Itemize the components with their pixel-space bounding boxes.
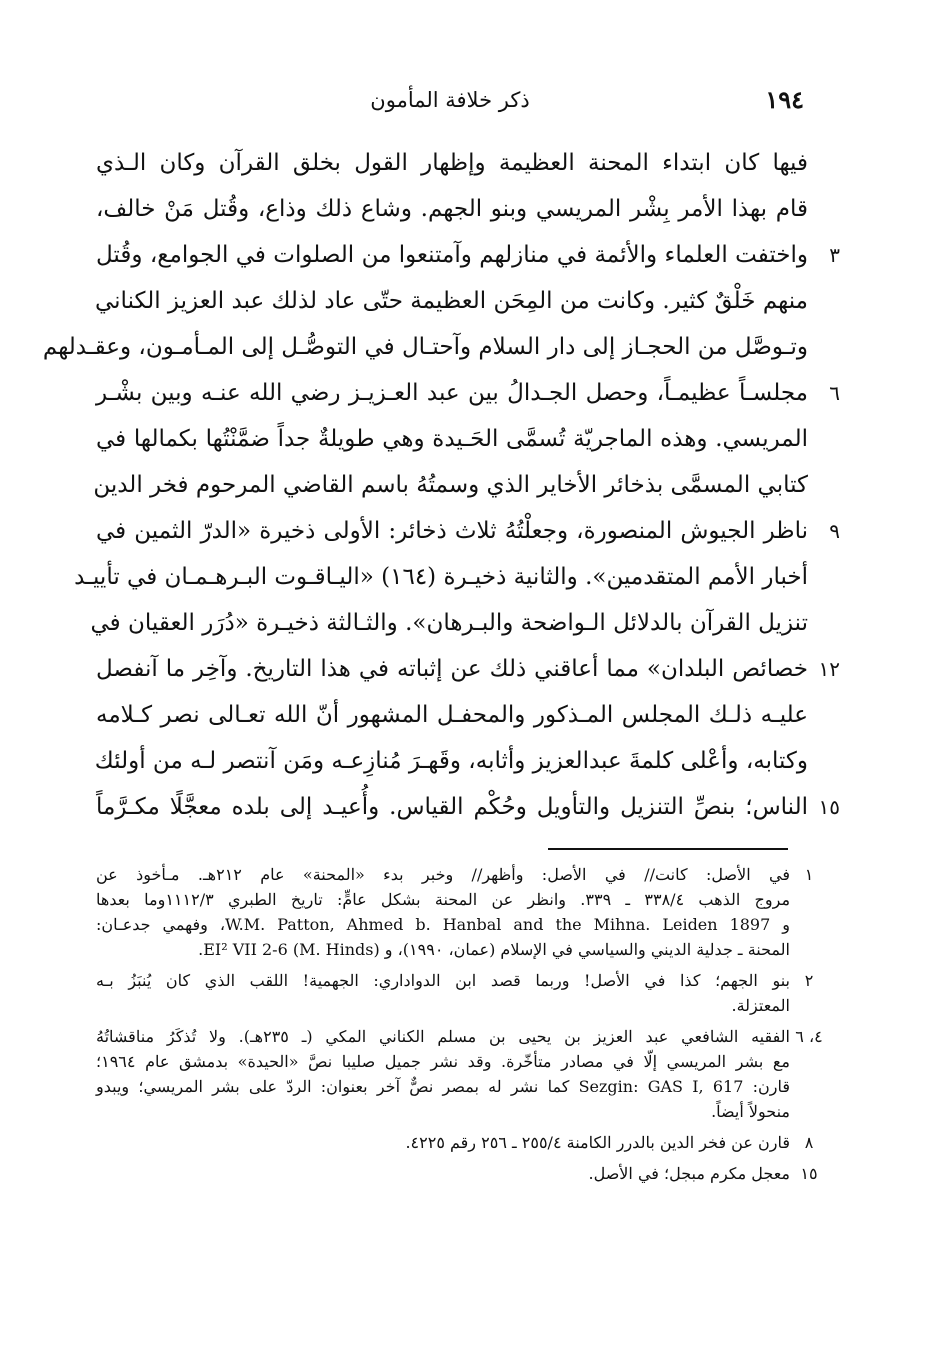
footnote-number: ٢ <box>804 971 814 990</box>
main-text-block <box>42 140 840 830</box>
text-line-content: كتابي المسمَّى بذخائر الأخاير الذي وسمتُهُ باسم القاضي المرحوم فخر الدين <box>93 472 808 498</box>
text-line-content: ناظر الجيوش المنصورة، وجعلْتُهُ ثلاث ذخائر: الأولى ذخيرة «الدرّ الثمين في <box>96 518 808 544</box>
footnote-line: قارن عن فخر الدين بالدرر الكامنة ٢٥٥/٤ ـ ٢٥٦ رقم ٤٢٢٥. <box>405 1133 790 1152</box>
footnote <box>96 1161 818 1186</box>
footnote-line: منحولاً أيضاً. <box>711 1102 790 1121</box>
footnote-line: معجل مكرم مبجل؛ في الأصل. <box>588 1164 790 1183</box>
text-line-content: أخبار الأمم المتقدمين». والثانية ذخيـرة (١٦٤) «اليـاقـوت البـرهـمـان في تأييـد <box>74 564 808 590</box>
footnote-separator-rule <box>548 848 788 850</box>
footnote-number: ٨ <box>804 1133 814 1152</box>
footnote-line: مروج الذهب ٣٣٨/٤ ـ ٣٣٩. وانظر عن المحنة بشكل عامٍّ: تاريخ الطبري ١١١٢/٣وما بعدها <box>96 890 791 909</box>
text-line-content: تنزيل القرآن بالدلائل الـواضحة والبـرهان». والثـالثة ذخيـرة «دُرَر العقيان في <box>90 610 808 636</box>
footnote-line: المعتزلة. <box>731 996 790 1015</box>
text-line-content: منهم خَلْقٌ كثير. وكانت من المِحَن العظيمة حتّى عاد لذلك عبد العزيز الكناني <box>94 288 808 314</box>
footnote <box>96 862 814 962</box>
footnote-number: ٤، ٦ <box>795 1027 823 1046</box>
line-number: ٣ <box>829 243 840 267</box>
text-line-content: خصائص البلدان» مما أعاقني ذلك عن إثباته في هذا التاريخ. وآخِر ما آنفصل <box>96 656 808 682</box>
footnote-line: الفقيه الشافعي عبد العزيز بن يحيى بن مسلم الكناني المكي (ـ ٢٣٥هـ). ولا تُذكَرُ مناقشاتُهُ <box>96 1027 790 1046</box>
text-line <box>90 600 808 646</box>
text-line-content: مجلسـاً عظيمـاً، وحصل الجـدالُ بين عبد العـزيـز رضي الله عنـه وبين بشْـر <box>96 380 808 406</box>
text-line <box>96 232 840 278</box>
footnote <box>96 1130 814 1155</box>
text-line-content: واختفت العلماء والأئمة في منازلهم وآمتنعوا من الصلوات في الجوامع، وقُتل <box>96 242 808 268</box>
text-line <box>96 416 808 462</box>
text-line <box>96 784 840 830</box>
text-line <box>93 462 808 508</box>
text-line <box>96 278 808 324</box>
footnote-line: المحنة ـ جدلية الديني والسياسي في الإسلام (عمان، ١٩٩٠)، و EI² VII 2-6 (M. Hinds). <box>198 940 790 959</box>
running-title: ذكر خلافة المأمون <box>370 88 530 112</box>
footnote-line: في الأصل: كانت// في الأصل: وأظهر// وخبر بدء «المحنة» عام ٢١٢هـ. مـأخوذ عن <box>96 865 791 884</box>
text-line <box>96 646 840 692</box>
text-line <box>96 140 808 186</box>
footnote-line: بنو الجهم؛ كذا في الأصل! وربما قصد ابن الدواداري: الجهمية! اللقب الذي كان يُنبَزُ بـه <box>96 971 790 990</box>
footnote <box>96 1024 823 1124</box>
text-line <box>96 370 840 416</box>
footnote-line: و W.M. Patton, Ahmed b. Hanbal and the Mihna. Leiden 1897، وفهمي جدعـان: <box>96 915 790 934</box>
text-line <box>42 324 808 370</box>
text-line <box>96 186 808 232</box>
footnote-number: ١٥ <box>800 1164 818 1183</box>
footnote-line: مع بشر المريسي إلّا في مصادر متأخّرة. وقد نشر جميل صليبا نصَّ «الحيدة» بدمشق عام ١٩٦٤؛ <box>96 1052 790 1071</box>
line-number: ٩ <box>829 519 840 543</box>
running-header <box>96 82 804 118</box>
text-line <box>96 692 808 738</box>
line-number: ١٢ <box>818 657 840 681</box>
text-line-content: وتـوصَّل من الحجـاز إلى دار السلام وآحتـال في التوصُّـل إلى المـأمـون، وعقـدلهم <box>42 334 808 360</box>
text-line <box>96 738 808 784</box>
footnote <box>96 968 814 1018</box>
text-line-content: عليـه ذلـك المجلس المـذكور والمحفـل المشهور أنّ الله تعـالى نصر كـلامه <box>96 702 808 728</box>
page-number: ١٩٤ <box>765 85 804 114</box>
line-number: ١٥ <box>818 795 840 819</box>
footnotes-block <box>96 862 823 1192</box>
text-line <box>96 508 840 554</box>
footnote-number: ١ <box>804 865 814 884</box>
text-line-content: فيها كان ابتداء المحنة العظيمة وإظهار القول بخلق القرآن وكان الـذي <box>96 150 808 176</box>
footnote-line: قارن: Sezgin: GAS I, 617 كما نشر له بمصر نصٌّ آخر بعنوان: الردّ على بشر المريسي؛ ويبدو <box>96 1077 791 1096</box>
text-line <box>74 554 808 600</box>
text-line-content: قام بهذا الأمر بِشْر المريسي وبنو الجهم. وشاع ذلك وذاع، وقُتل مَنْ خالف، <box>96 196 808 222</box>
text-line-content: الناس؛ بنصِّ التنزيل والتأويل وحُكْم القياس. وأُعيـد إلى بلده معجَّلًا مكـرَّماً <box>96 794 808 820</box>
line-number: ٦ <box>829 381 840 405</box>
text-line-content: المريسي. وهذه الماجريّة تُسمَّى الحَـيدة وهي طويلةٌ جداً ضمَّنْتُها بكمالها في <box>96 426 808 452</box>
text-line-content: وكتابه، وأعْلى كلمةَ عبدالعزيز وأثابه، وقَهـرَ مُنازِعـه ومَن آنتصر لـه من أولئك <box>94 748 808 774</box>
